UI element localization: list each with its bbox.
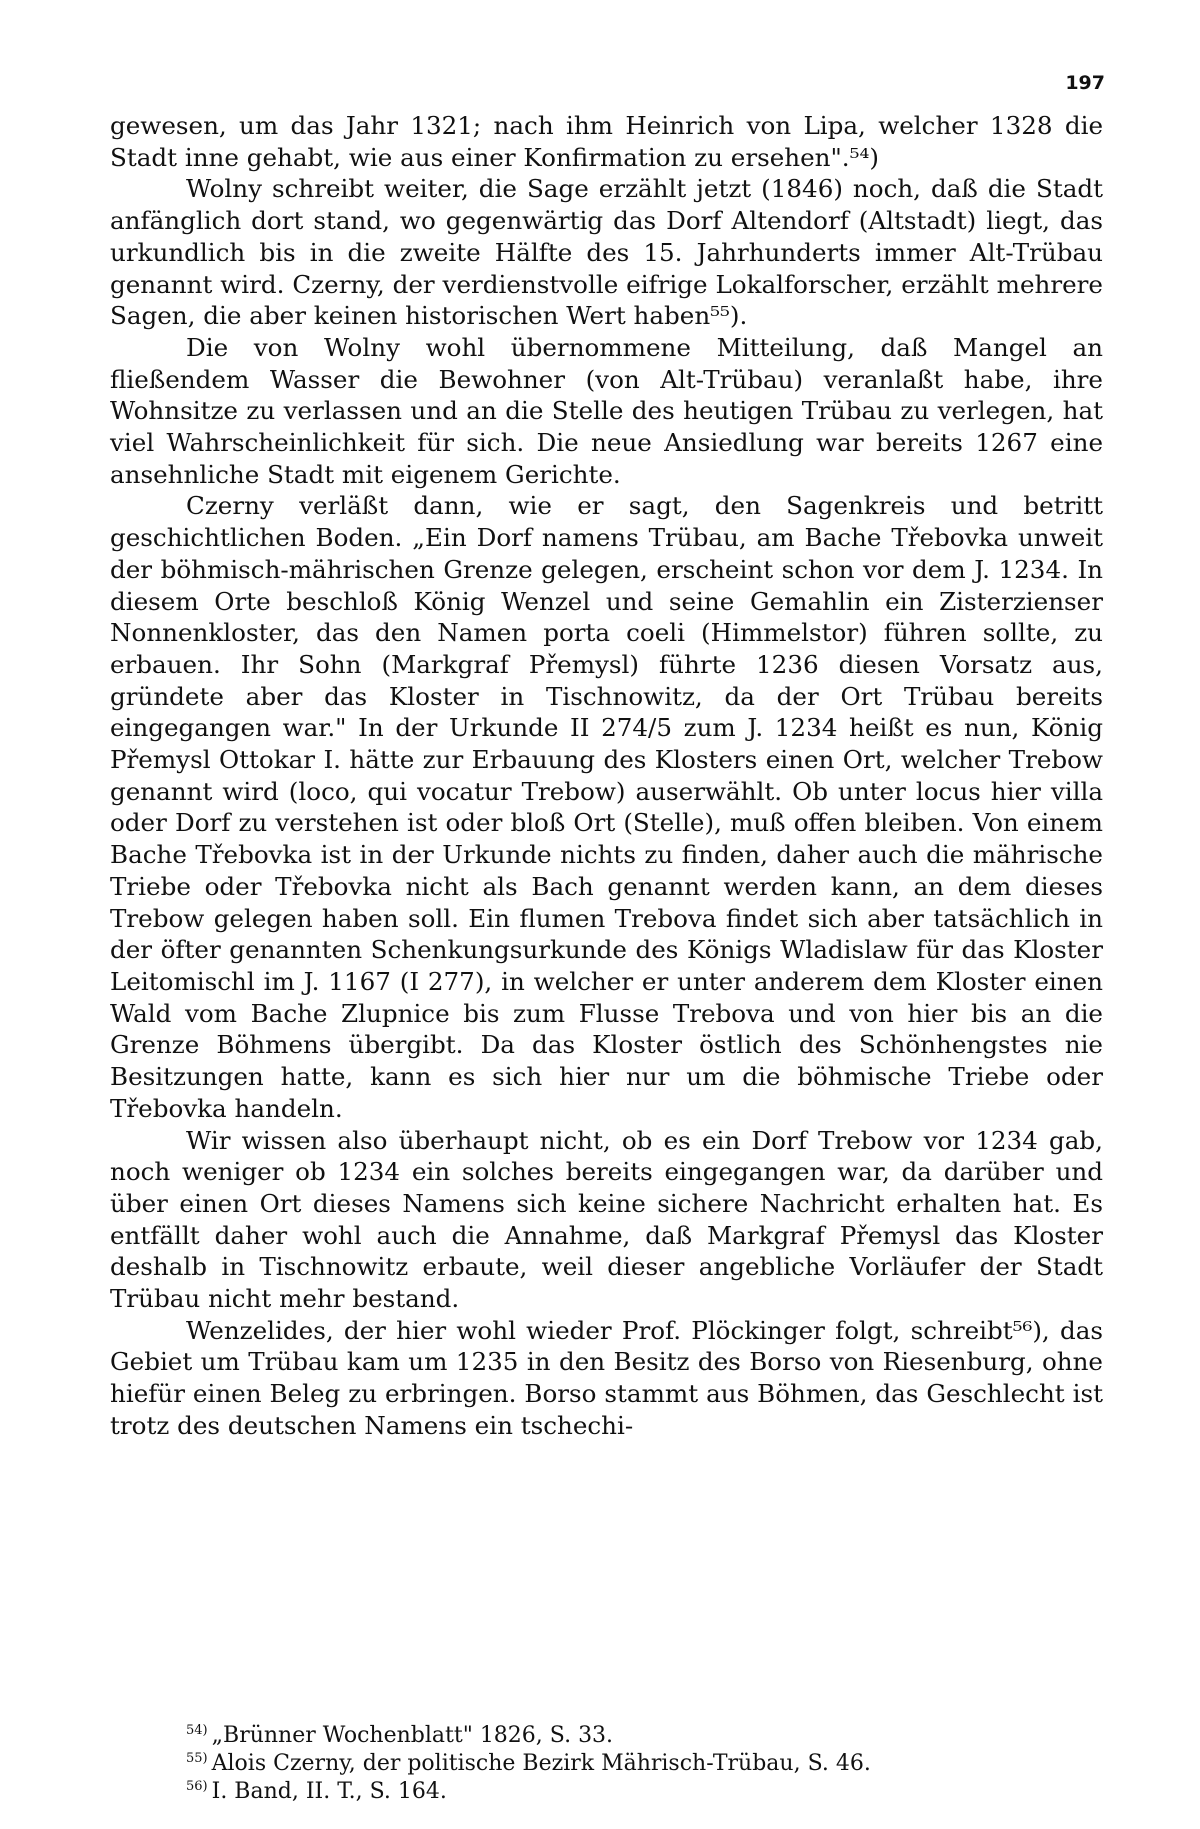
paragraph: Wolny schreibt weiter, die Sage erzählt jetzt (1846) noch, daß die Stadt anfänglich dort stand, wo gegenwärtig das Dorf Altendorf (Altstadt) liegt, das urkundlich bis in die zweite Hälfte des 15. Jahrhunderts immer Alt-Trübau genannt wird. Czerny, der verdienstvolle eifrige Lokalforscher, erzählt mehrere Sagen, die aber keinen historischen Wert haben⁵⁵). xyxy=(110,174,1103,331)
footnote-mark: 54) xyxy=(186,1722,208,1738)
paragraph: gewesen, um das Jahr 1321; nach ihm Heinrich von Lipa, welcher 1328 die Stadt inne gehabt, wie aus einer Konfirmation zu ersehen".⁵⁴) xyxy=(110,111,1103,172)
paragraph: Wir wissen also überhaupt nicht, ob es ein Dorf Trebow vor 1234 gab, noch weniger ob 1234 ein solches bereits eingegangen war, da darüber und über einen Ort dieses Namens sich keine sichere Nachricht erhalten hat. Es entfällt daher wohl auch die Annahme, daß Markgraf Přemysl das Kloster deshalb in Tischnowitz erbaute, weil dieser angebliche Vorläufer der Stadt Trübau nicht mehr bestand. xyxy=(110,1125,1103,1314)
paragraph: Die von Wolny wohl übernommene Mitteilung, daß Mangel an fließendem Wasser die Bewohner (von Alt-Trübau) veranlaßt habe, ihre Wohnsitze zu verlassen und an die Stelle des heutigen Trübau zu verlegen, hat viel Wahrscheinlichkeit für sich. Die neue Ansiedlung war bereits 1267 eine ansehnliche Stadt mit eigenem Gerichte. xyxy=(110,332,1103,489)
footnote-mark: 56) xyxy=(186,1778,208,1794)
footnote xyxy=(186,1778,1086,1806)
page-number: 197 xyxy=(1065,72,1105,94)
paragraph: Wenzelides, der hier wohl wieder Prof. Plöckinger folgt, schreibt⁵⁶), das Gebiet um Trübau kam um 1235 in den Besitz des Borso von Riesenburg, ohne hiefür einen Beleg zu erbringen. Borso stammt aus Böhmen, das Geschlecht ist trotz des deutschen Namens ein tschechi- xyxy=(110,1315,1103,1440)
footnote xyxy=(186,1722,1086,1750)
footnote-text: I. Band, II. T., S. 164. xyxy=(211,1779,447,1804)
footnotes xyxy=(186,1722,1086,1806)
footnote-text: „Brünner Wochenblatt" 1826, S. 33. xyxy=(211,1723,614,1748)
body-text xyxy=(110,110,1103,1442)
paragraph: Czerny verläßt dann, wie er sagt, den Sagenkreis und betritt geschichtlichen Boden. „Ein Dorf namens Trübau, am Bache Třebovka unweit der böhmisch-mährischen Grenze gelegen, erscheint schon vor dem J. 1234. In diesem Orte beschloß König Wenzel und seine Gemahlin ein Zisterzienser Nonnenkloster, das den Namen porta coeli (Himmelstor) führen sollte, zu erbauen. Ihr Sohn (Markgraf Přemysl) führte 1236 diesen Vorsatz aus, gründete aber das Kloster in Tischnowitz, da der Ort Trübau bereits eingegangen war." In der Urkunde II 274/5 zum J. 1234 heißt es nun, König Přemysl Ottokar I. hätte zur Erbauung des Klosters einen Ort, welcher Trebow genannt wird (loco, qui vocatur Trebow) auserwählt. Ob unter locus hier villa oder Dorf zu verstehen ist oder bloß Ort (Stelle), muß offen bleiben. Von einem Bache Třebovka ist in der Urkunde nichts zu finden, daher auch die mährische Triebe oder Třebovka nicht als Bach genannt werden kann, an dem dieses Trebow gelegen haben soll. Ein flumen Trebova findet sich aber tatsächlich in der öfter genannten Schenkungsurkunde des Königs Wladislaw für das Kloster Leitomischl im J. 1167 (I 277), in welcher er unter anderem dem Kloster einen Wald vom Bache Zlupnice bis zum Flusse Trebova und von hier bis an die Grenze Böhmens übergibt. Da das Kloster östlich des Schönhengstes nie Besitzungen hatte, kann es sich hier nur um die böhmische Triebe oder Třebovka handeln. xyxy=(110,491,1103,1123)
footnote-text: Alois Czerny, der politische Bezirk Mährisch-Trübau, S. 46. xyxy=(211,1751,871,1776)
footnote xyxy=(186,1750,1086,1778)
footnote-mark: 55) xyxy=(186,1750,208,1766)
